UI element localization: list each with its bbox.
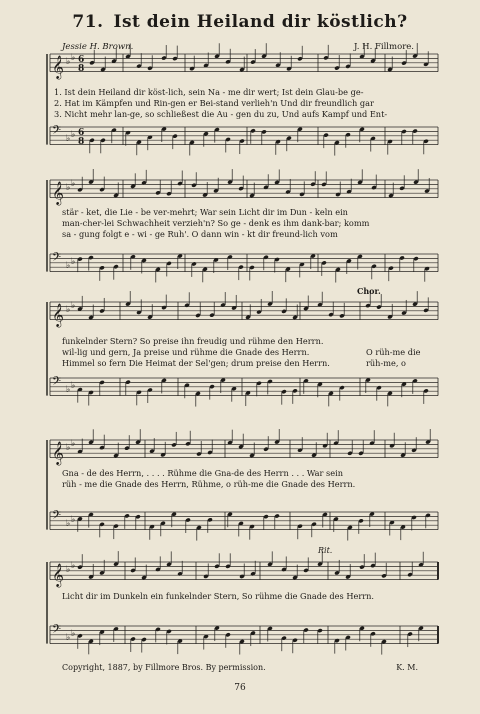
flat-icon: ♭ <box>71 301 76 311</box>
chorus-marking: Chor. <box>357 286 381 296</box>
flat-icon: ♭ <box>71 561 76 571</box>
flat-icon: ♭ <box>71 179 76 189</box>
bass-clef-icon: 𝄢 <box>52 124 62 140</box>
page-number: 76 <box>234 683 246 693</box>
chorus-lyric-line: O rüh-me die <box>366 347 421 357</box>
bass-clef-icon: 𝄢 <box>52 375 62 391</box>
bass-clef-icon: 𝄢 <box>52 509 62 525</box>
lyric-line: stär - ket, die Lie - be ver-mehrt; War sein Licht dir im Dun - keln ein <box>62 207 348 217</box>
lyric-line: Licht dir im Dunkeln ein funkelnder Stern, So rühme die Gnade des Herrn. <box>62 591 375 601</box>
lyricist-credit: Jessie H. Brown. <box>62 42 134 52</box>
flat-icon: ♭ <box>66 519 71 529</box>
lyric-line: rüh - me die Gnade des Herrn, Rühme, o rüh-me die Gnade des Herrn. <box>62 479 356 489</box>
flat-icon: ♭ <box>66 261 71 271</box>
chorus-lyric-line: rüh-me, o <box>366 358 406 368</box>
lyric-line: 2. Hat im Kämpfen und Rin-gen er Bei-stand verlieh'n Und dir freundlich gar <box>54 98 374 108</box>
time-signature-bottom: 8 <box>78 137 85 147</box>
flat-icon: ♭ <box>66 183 71 193</box>
treble-clef-icon: 𝄞 <box>52 54 64 79</box>
flat-icon: ♭ <box>71 381 76 391</box>
flat-icon: ♭ <box>66 633 71 643</box>
flat-icon: ♭ <box>66 443 71 453</box>
flat-icon: ♭ <box>71 629 76 639</box>
hymn-title-text: Ist dein Heiland dir köstlich? <box>113 12 408 32</box>
lyric-line: 1. Ist dein Heiland dir köst-lich, sein Na - me dir wert; Ist dein Glau-be ge- <box>54 87 364 97</box>
composer-credit: J. H. Fillmore. <box>354 42 414 52</box>
treble-clef-icon: 𝄞 <box>52 180 64 205</box>
hymn-number: 71. <box>72 12 104 32</box>
treble-clef-icon: 𝄞 <box>52 562 64 587</box>
lyric-line: Gna - de des Herrn, . . . . Rühme die Gna-de des Herrn . . . War sein <box>62 468 343 478</box>
ritardando-marking: Rit. <box>318 546 333 555</box>
lyric-line: sa - gung folgt e - wi - ge Ruh'. O dann win - kt dir freund-lich vom <box>62 229 338 239</box>
tune-abbreviation: K. M. <box>396 663 418 672</box>
lyric-line: 3. Nicht mehr lan-ge, so schließest die Au - gen du zu, Und aufs Kampf und Ent- <box>54 109 388 119</box>
flat-icon: ♭ <box>66 305 71 315</box>
copyright-notice: Copyright, 1887, by Fillmore Bros. By permission. <box>62 663 266 672</box>
bass-clef-icon: 𝄢 <box>52 623 62 639</box>
time-signature-bottom: 8 <box>78 64 85 74</box>
treble-clef-icon: 𝄞 <box>52 440 64 465</box>
bass-clef-icon: 𝄢 <box>52 251 62 267</box>
lyric-line: funkelnder Stern? So preise ihn freudig und rühme den Herrn. <box>62 336 324 346</box>
flat-icon: ♭ <box>66 57 71 67</box>
flat-icon: ♭ <box>71 515 76 525</box>
flat-icon: ♭ <box>66 134 71 144</box>
lyric-line: wil-lig und gern, Ja preise und rühme die Gnade des Herrn. <box>62 347 310 357</box>
lyric-line: Himmel so fern Die Heimat der Sel'gen; drum preise den Herrn. <box>62 358 330 368</box>
flat-icon: ♭ <box>66 385 71 395</box>
flat-icon: ♭ <box>71 439 76 449</box>
flat-icon: ♭ <box>71 257 76 267</box>
flat-icon: ♭ <box>71 130 76 140</box>
time-signature-top: 6 <box>78 55 85 65</box>
treble-clef-icon: 𝄞 <box>52 302 64 327</box>
lyric-line: man-cher-lei Schwachheit verzieh'n? So ge - denk es ihm dank-bar; komm <box>62 218 370 228</box>
flat-icon: ♭ <box>71 53 76 63</box>
time-signature-top: 6 <box>78 128 85 138</box>
flat-icon: ♭ <box>66 565 71 575</box>
